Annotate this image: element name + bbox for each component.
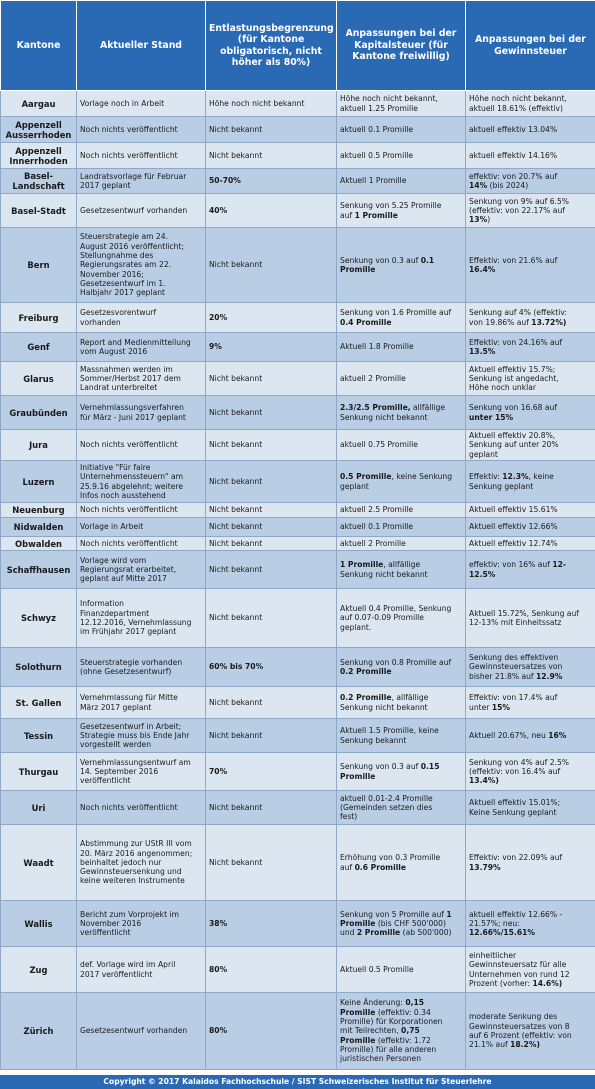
cell-gewinnsteuer [466,333,595,362]
cell-gewinnsteuer [466,503,595,518]
text-segment: Keine Änderung: [340,998,406,1008]
cell-kanton: Zug [1,947,77,993]
table-row [1,396,595,430]
table-row [1,303,595,333]
cell-kanton: Graubünden [1,396,77,430]
cell-kanton: Waadt [1,825,77,901]
text-segment: Aktuell 20.67%, neu [469,730,549,740]
cell-entlastungsbegrenzung: Nicht bekannt [206,719,337,753]
cell-gewinnsteuer [466,117,595,143]
text-segment: aktuell 2 Promille [340,373,406,383]
cell-kanton: Basel- Landschaft [1,169,77,194]
cell-gewinnsteuer [466,993,595,1070]
cell-entlastungsbegrenzung: Nicht bekannt [206,362,337,396]
text-segment: Höhe noch nicht bekannt, aktuell 18.61% (effektiv) [469,94,567,113]
cell-gewinnsteuer [466,791,595,825]
header-aktueller-stand: Aktueller Stand [77,1,206,91]
cell-entlastungsbegrenzung: Nicht bekannt [206,589,337,648]
cell-gewinnsteuer [466,589,595,648]
cell-gewinnsteuer [466,551,595,589]
cell-gewinnsteuer [466,687,595,719]
cell-aktueller-stand: Vorlage wird vom Regierungsrat erarbeitet, geplant auf Mitte 2017 [77,551,206,589]
cell-gewinnsteuer [466,947,595,993]
cell-kapitalsteuer [337,687,466,719]
cell-aktueller-stand: Landratsvorlage für Februar 2017 geplant [77,169,206,194]
bold-text-segment: 2.3/2.5 Promille, [340,403,411,413]
text-segment: Erhöhung von 0.3 Promille auf [340,853,441,872]
text-segment: Aktuell 15.72%, Senkung auf 12-13% mit Einheitssatz [469,608,579,627]
text-segment: Effektiv: von 21.6% auf [469,255,558,265]
cell-entlastungsbegrenzung: 50-70% [206,169,337,194]
text-segment: (bis CHF 500'000) und [340,918,446,938]
cell-kapitalsteuer [337,362,466,396]
cell-kanton: Schwyz [1,589,77,648]
cell-kanton: St. Gallen [1,687,77,719]
cell-gewinnsteuer [466,396,595,430]
cell-aktueller-stand: Vorlage in Arbeit [77,518,206,537]
table-row [1,503,595,518]
cell-kanton: Glarus [1,362,77,396]
cell-aktueller-stand: Noch nichts veröffentlicht [77,117,206,143]
text-segment: , allfällige Senkung nicht bekannt [340,560,428,579]
text-segment: Senkung von 5 Promille auf [340,909,447,919]
cell-gewinnsteuer [466,430,595,461]
table-row [1,551,595,589]
cell-gewinnsteuer [466,719,595,753]
cell-kapitalsteuer [337,589,466,648]
text-segment: aktuell effektiv 12.66% - 21.57%; neu: [469,909,563,928]
cell-entlastungsbegrenzung: Nicht bekannt [206,430,337,461]
table-row [1,117,595,143]
header-kantone: Kantone [1,1,77,91]
cell-kanton: Neuenburg [1,503,77,518]
table-row [1,753,595,791]
cell-aktueller-stand: Vernehmlassungsverfahren für März - Juni 2017 geplant [77,396,206,430]
cell-entlastungsbegrenzung: Höhe noch nicht bekannt [206,91,337,117]
text-segment: aktuell 0.01-2.4 Promille (Gemeinden setzen dies fest) [340,793,433,822]
cell-aktueller-stand: Gesetzesvorentwurf vorhanden [77,303,206,333]
text-segment: Effektiv: von 24.16% auf [469,337,563,347]
cell-kapitalsteuer [337,303,466,333]
cell-gewinnsteuer [466,194,595,228]
cell-kanton: Uri [1,791,77,825]
text-segment: Senkung von 0.3 auf [340,255,421,265]
text-segment: (effektiv: 0.34 Promille) für Korporationen mit Teilrechten, [340,1007,443,1036]
cell-entlastungsbegrenzung: Nicht bekannt [206,143,337,169]
cell-entlastungsbegrenzung: Nicht bekannt [206,503,337,518]
text-segment: aktuell 0.1 Promille [340,124,414,134]
table-row [1,947,595,993]
cell-aktueller-stand: Noch nichts veröffentlicht [77,430,206,461]
cell-kapitalsteuer [337,396,466,430]
cell-entlastungsbegrenzung: 60% bis 70% [206,648,337,687]
cell-kanton: Bern [1,228,77,303]
bold-text-segment: 0.5 Promille [340,472,392,482]
cell-kapitalsteuer [337,947,466,993]
cell-kapitalsteuer [337,503,466,518]
table-row [1,430,595,461]
cell-kapitalsteuer [337,825,466,901]
cell-gewinnsteuer [466,362,595,396]
cell-gewinnsteuer [466,461,595,503]
bold-text-segment: 0.6 Promille [354,862,407,872]
text-segment: ) [487,215,491,225]
bold-text-segment: 16.4% [469,265,496,274]
cell-kapitalsteuer [337,719,466,753]
cell-entlastungsbegrenzung: Nicht bekannt [206,687,337,719]
cell-entlastungsbegrenzung: Nicht bekannt [206,461,337,503]
cell-kapitalsteuer [337,194,466,228]
cell-entlastungsbegrenzung: 38% [206,901,337,947]
bold-text-segment: 0.1 Promille [340,255,435,274]
bold-text-segment: 1 Promille [340,909,452,928]
cell-kapitalsteuer [337,333,466,362]
bold-text-segment: 13% [469,215,488,225]
text-segment: Effektiv: [469,472,503,482]
cell-gewinnsteuer [466,901,595,947]
cell-kapitalsteuer [337,993,466,1070]
cell-aktueller-stand: Noch nichts veröffentlicht [77,503,206,518]
cell-gewinnsteuer [466,753,595,791]
text-segment: aktuell 0.75 Promille [340,440,418,450]
cell-kapitalsteuer [337,551,466,589]
bold-text-segment: 1 Promille [340,560,384,570]
cell-gewinnsteuer [466,825,595,901]
table-row [1,537,595,551]
table-row [1,901,595,947]
cell-gewinnsteuer [466,518,595,537]
table-row [1,648,595,687]
cell-gewinnsteuer [466,648,595,687]
text-segment: aktuell effektiv 13.04% [469,124,558,134]
text-segment: effektiv: von 20.7% auf [469,171,558,181]
cell-aktueller-stand: Gesetzesentwurf in Arbeit; Strategie muss bis Ende Jahr vorgestellt werden [77,719,206,753]
text-segment: Aktuell 1.8 Promille [340,342,414,352]
text-segment: Senkung von 5.25 Promille auf [340,201,442,220]
table-row [1,518,595,537]
table-row [1,461,595,503]
cell-aktueller-stand: Vernehmlassungsentwurf am 14. September 2016 veröffentlicht [77,753,206,791]
text-segment: moderate Senkung des Gewinnsteuersatzes von 8 auf 6 Prozent (effektiv: von 21.1% auf [469,1012,572,1050]
table-row [1,719,595,753]
cell-kanton: Genf [1,333,77,362]
cell-kapitalsteuer [337,791,466,825]
text-segment: aktuell 2.5 Promille [340,505,414,515]
cell-kapitalsteuer [337,461,466,503]
bold-text-segment: 13.79% [469,862,501,872]
text-segment: , allfällige Senkung nicht bekannt [340,693,429,712]
cell-aktueller-stand: def. Vorlage wird im April 2017 veröffentlicht [77,947,206,993]
cell-entlastungsbegrenzung: Nicht bekannt [206,791,337,825]
text-segment: allfällige Senkung nicht bekannt [340,403,446,422]
cell-entlastungsbegrenzung: 80% [206,993,337,1070]
table-row [1,589,595,648]
cell-aktueller-stand: Vernehmlassung für Mitte März 2017 geplant [77,687,206,719]
cell-entlastungsbegrenzung: 80% [206,947,337,993]
table-row [1,91,595,117]
table-row [1,362,595,396]
table-row [1,194,595,228]
cell-aktueller-stand: Vorlage noch in Arbeit [77,91,206,117]
text-segment: aktuell 0.5 Promille [340,150,414,160]
cell-kapitalsteuer [337,537,466,551]
copyright-footer: Copyright © 2017 Kalaidos Fachhochschule / SIST Schweizerisches Institut für Steuerlehre [0,1075,595,1089]
cell-gewinnsteuer [466,169,595,194]
cell-kanton: Solothurn [1,648,77,687]
cell-aktueller-stand: Steuerstrategie vorhanden (ohne Gesetzesentwurf) [77,648,206,687]
cell-kanton: Wallis [1,901,77,947]
header-entlastungsbegrenzung: Entlastungsbegrenzung (für Kantone obligatorisch, nicht höher als 80%) [206,1,337,91]
cell-kanton: Jura [1,430,77,461]
table-row [1,228,595,303]
cell-kapitalsteuer [337,117,466,143]
bold-text-segment: 0.15 Promille [340,762,440,781]
text-segment: aktuell 0.1 Promille [340,522,414,532]
bold-text-segment: 13.5% [469,347,496,356]
cell-kanton: Aargau [1,91,77,117]
text-segment: einheitlicher Gewinnsteuersatz für alle Unternehmen von rund 12 Prozent (vorher: [469,950,570,988]
bold-text-segment: 13.72%) [531,317,567,327]
cell-aktueller-stand: Noch nichts veröffentlicht [77,143,206,169]
bold-text-segment: 12.9% [536,671,563,681]
text-segment: Senkung des effektiven Gewinnsteuersatzes von bisher 21.8% auf [469,653,563,681]
text-segment: Aktuell 0.4 Promille, Senkung auf 0.07-0.09 Promille geplant. [340,604,452,632]
cell-aktueller-stand: Steuerstrategie am 24. August 2016 veröffentlicht; Stellungnahme des Regierungsrates am 22. November 2016; Gesetzesentwurf im 1. Halbjahr 2017 geplant [77,228,206,303]
bold-text-segment: 1 Promille [354,210,398,220]
bold-text-segment: 13.4%) [469,776,499,786]
bold-text-segment: 12- 12.5% [469,560,567,579]
cell-aktueller-stand: Noch nichts veröffentlicht [77,791,206,825]
text-segment: (effektiv: 1.72 Promille) für alle anderen juristischen Personen [340,1035,437,1064]
table-row [1,993,595,1070]
text-segment: Aktuell 0.5 Promille [340,964,414,974]
cell-kanton: Nidwalden [1,518,77,537]
bold-text-segment: 16% [548,730,567,740]
text-segment: Aktuell effektiv 20.8%, Senkung auf unter 20% geplant [469,431,559,459]
cell-aktueller-stand: Bericht zum Vorprojekt im November 2016 veröffentlicht [77,901,206,947]
cell-kanton: Freiburg [1,303,77,333]
text-segment: Aktuell effektiv 15.7%; Senkung ist angedacht, Höhe noch unklar [469,364,559,393]
cell-kapitalsteuer [337,753,466,791]
cell-gewinnsteuer [466,303,595,333]
cell-entlastungsbegrenzung: 9% [206,333,337,362]
cell-kanton: Luzern [1,461,77,503]
text-segment: Aktuell 1 Promille [340,176,407,186]
bold-text-segment: 12.3% [502,472,529,482]
text-segment: Senkung von 0.8 Promille auf [340,657,452,667]
text-segment: Effektiv: von 17.4% auf unter [469,693,558,712]
text-segment: (ab 500'000) [400,928,452,938]
cell-aktueller-stand: Gesetzesentwurf vorhanden [77,194,206,228]
bold-text-segment: 0,75 Promille [340,1026,420,1045]
text-segment: Aktuell effektiv 15.61% [469,505,558,515]
cell-entlastungsbegrenzung: Nicht bekannt [206,117,337,143]
cell-kanton: Schaffhausen [1,551,77,589]
bold-text-segment: 0,15 Promille [340,998,425,1017]
cell-kapitalsteuer [337,518,466,537]
cell-entlastungsbegrenzung: Nicht bekannt [206,551,337,589]
cell-kanton: Obwalden [1,537,77,551]
cell-entlastungsbegrenzung: Nicht bekannt [206,537,337,551]
text-segment: Senkung von 4% auf 2.5% (effektiv: von 16.4% auf [469,757,570,776]
text-segment: (bis 2024) [487,181,529,190]
cell-aktueller-stand: Gesetzesentwurf vorhanden [77,993,206,1070]
cell-kapitalsteuer [337,228,466,303]
table-row [1,333,595,362]
cell-gewinnsteuer [466,537,595,551]
table-row [1,791,595,825]
text-segment: , keine Senkung geplant [340,472,453,491]
text-segment: Aktuell effektiv 12.74% [469,538,558,548]
cell-aktueller-stand: Initiative "Für faire Unternehmenssteuern" am 25.9.16 abgelehnt; weitere Infos noch ausstehend [77,461,206,503]
table-header-row [1,1,595,91]
cell-gewinnsteuer [466,91,595,117]
cell-entlastungsbegrenzung: 40% [206,194,337,228]
text-segment: , keine Senkung geplant [469,472,554,491]
cell-entlastungsbegrenzung: Nicht bekannt [206,228,337,303]
text-segment: aktuell 2 Promille [340,538,406,548]
cell-gewinnsteuer [466,143,595,169]
cell-kapitalsteuer [337,901,466,947]
cell-entlastungsbegrenzung: Nicht bekannt [206,825,337,901]
cell-aktueller-stand: Massnahmen werden im Sommer/Herbst 2017 dem Landrat unterbreitet [77,362,206,396]
cell-kapitalsteuer [337,430,466,461]
cell-aktueller-stand: Noch nichts veröffentlicht [77,537,206,551]
text-segment: Effektiv: von 22.09% auf [469,853,563,863]
text-segment: Aktuell effektiv 12.66% [469,522,558,532]
cell-kapitalsteuer [337,648,466,687]
table-row [1,825,595,901]
cell-entlastungsbegrenzung: Nicht bekannt [206,518,337,537]
cell-kapitalsteuer [337,91,466,117]
text-segment: Senkung von 1.6 Promille auf [340,308,452,318]
bold-text-segment: 2 Promille [356,928,401,938]
table-row [1,143,595,169]
bold-text-segment: 0.2 Promille [340,693,392,703]
bold-text-segment: unter 15% [469,412,514,422]
text-segment: Aktuell effektiv 15.01%; Keine Senkung geplant [469,798,561,817]
cell-kanton: Basel-Stadt [1,194,77,228]
cell-kanton: Appenzell Innerrhoden [1,143,77,169]
cell-entlastungsbegrenzung: 70% [206,753,337,791]
table-row [1,169,595,194]
cell-kapitalsteuer [337,169,466,194]
cell-entlastungsbegrenzung: 20% [206,303,337,333]
cell-kanton: Thurgau [1,753,77,791]
bold-text-segment: 15% [491,702,510,712]
text-segment: Höhe noch nicht bekannt, aktuell 1.25 Promille [340,94,438,113]
bold-text-segment: 0.2 Promille [340,667,392,676]
cell-entlastungsbegrenzung: Nicht bekannt [206,396,337,430]
cell-gewinnsteuer [466,228,595,303]
text-segment: effektiv: von 16% auf [469,560,553,570]
cell-aktueller-stand: Report and Medienmitteilung vom August 2016 [77,333,206,362]
cell-aktueller-stand: Information Finanzdepartment 12.12.2016, Vernehmlassung im Frühjahr 2017 geplant [77,589,206,648]
cell-aktueller-stand: Abstimmung zur UStR III vom 20. März 2016 angenommen; beinhaltet jedoch nur Gewinnsteuersenkung und keine weiteren Instrumente [77,825,206,901]
text-segment: aktuell effektiv 14.16% [469,150,558,160]
bold-text-segment: 14.6%) [532,978,563,988]
text-segment: Senkung von 0.3 auf [340,762,421,772]
table-body [1,91,595,1070]
cell-kapitalsteuer [337,143,466,169]
bold-text-segment: 14% [469,181,488,190]
text-segment: Senkung von 16.68 auf [469,403,557,413]
header-kapitalsteuer: Anpassungen bei der Kapitalsteuer (für Kantone freiwillig) [337,1,466,91]
cell-kanton: Appenzell Ausserrhoden [1,117,77,143]
bold-text-segment: 0.4 Promille [340,317,392,327]
cell-kanton: Zürich [1,993,77,1070]
text-segment: Senkung von 9% auf 6.5% (effektiv: von 22.17% auf [469,196,570,215]
header-gewinnsteuer: Anpassungen bei der Gewinnsteuer [466,1,595,91]
text-segment: Senkung auf 4% (effektiv: von 19.86% auf [469,308,568,327]
bold-text-segment: 18.2%) [510,1040,540,1050]
table-row [1,687,595,719]
bold-text-segment: 12.66%/15.61% [469,928,536,938]
cell-kanton: Tessin [1,719,77,753]
text-segment: Aktuell 1.5 Promille, keine Senkung bekannt [340,726,439,745]
